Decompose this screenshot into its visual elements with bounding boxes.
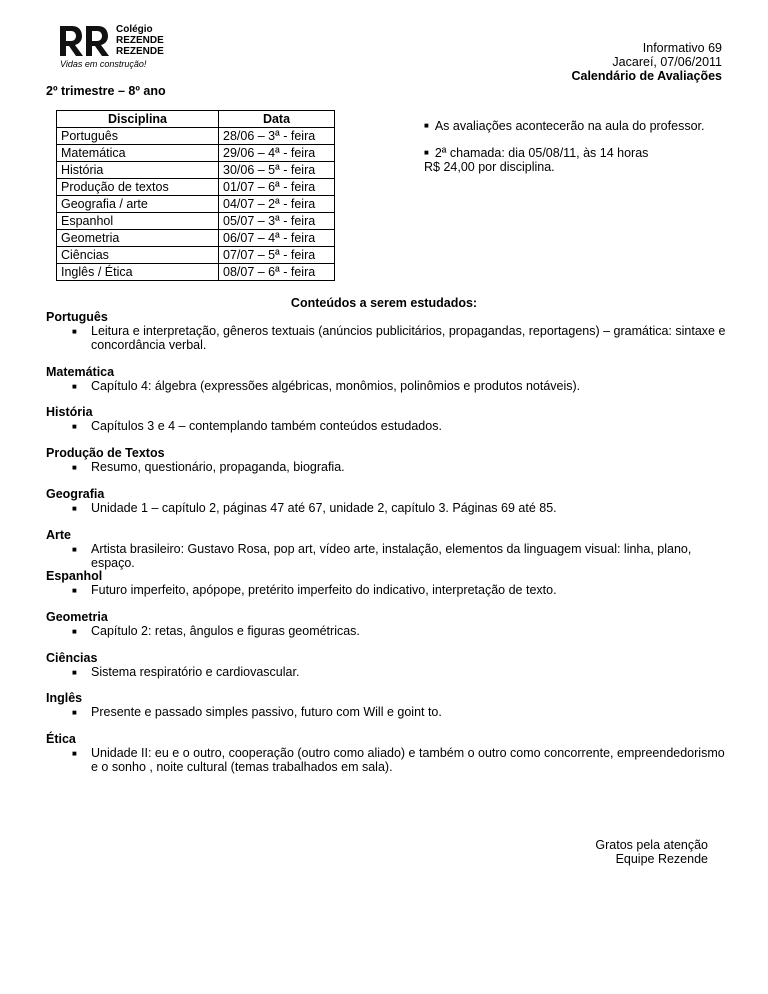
notes-block [424, 119, 724, 187]
square-bullet-icon: ■ [72, 463, 77, 472]
school-name [116, 24, 164, 57]
closing-team: Equipe Rezende [615, 852, 708, 866]
table-row [57, 162, 335, 179]
subject-content: Sistema respiratório e cardiovascular. [91, 665, 300, 679]
subject-content: Presente e passado simples passivo, futuro com Will e goint to. [91, 705, 442, 719]
subject-matematica [46, 365, 726, 393]
subject-name: Produção de Textos [46, 446, 165, 460]
subject-name: Ética [46, 732, 76, 746]
date-cell: 07/07 – 5ª - feira [219, 247, 335, 264]
table-row [57, 128, 335, 145]
subject-historia [46, 405, 726, 433]
date-cell: 04/07 – 2ª - feira [219, 196, 335, 213]
list-item [46, 665, 726, 679]
square-bullet-icon: ■ [72, 422, 77, 431]
header-disciplina: Disciplina [57, 111, 219, 128]
square-bullet-icon: ■ [424, 148, 429, 157]
contents-heading: Conteúdos a serem estudados: [290, 296, 478, 310]
table-row [57, 145, 335, 162]
school-name-line1: Colégio [116, 24, 153, 35]
school-tagline: Vidas em construção! [60, 59, 147, 69]
table-row [57, 247, 335, 264]
discipline-cell: Geometria [57, 230, 219, 247]
list-item [46, 419, 726, 433]
subject-arte [46, 528, 726, 570]
note-price: R$ 24,00 por disciplina. [424, 160, 555, 174]
subject-content: Capítulos 3 e 4 – contemplando também conteúdos estudados. [91, 419, 442, 433]
square-bullet-icon: ■ [72, 668, 77, 677]
header-data: Data [219, 111, 335, 128]
discipline-cell: Português [57, 128, 219, 145]
square-bullet-icon: ■ [72, 382, 77, 391]
subject-etica [46, 732, 726, 774]
subject-name: História [46, 405, 93, 419]
subject-name: Ciências [46, 651, 98, 665]
subject-ciencias [46, 651, 726, 679]
note-text: As avaliações acontecerão na aula do professor. [434, 119, 705, 133]
discipline-cell: Geografia / arte [57, 196, 219, 213]
table-row [57, 213, 335, 230]
subject-content: Unidade II: eu e o outro, cooperação (outro como aliado) e também o outro como concorrente, empreendedorismo e o sonho , noite cultural (temas trabalhados em sala). [91, 746, 725, 774]
subject-content: Resumo, questionário, propaganda, biografia. [91, 460, 345, 474]
closing-signature [595, 838, 708, 866]
date-cell: 06/07 – 4ª - feira [219, 230, 335, 247]
date-cell: 05/07 – 3ª - feira [219, 213, 335, 230]
discipline-cell: Matemática [57, 145, 219, 162]
place-date: Jacareí, 07/06/2011 [612, 55, 722, 69]
subject-espanhol [46, 569, 726, 597]
subject-content: Capítulo 4: álgebra (expressões algébricas, monômios, polinômios e produtos notáveis). [91, 379, 581, 393]
subject-name: Matemática [46, 365, 115, 379]
closing-thanks: Gratos pela atenção [595, 838, 708, 852]
discipline-cell: Ciências [57, 247, 219, 264]
subject-geografia [46, 487, 726, 515]
subject-content: Unidade 1 – capítulo 2, páginas 47 até 67, unidade 2, capítulo 3. Páginas 69 até 85. [91, 501, 557, 515]
document-header [571, 41, 722, 83]
list-item [46, 324, 726, 352]
table-header-row [57, 111, 335, 128]
discipline-cell: Inglês / Ética [57, 264, 219, 281]
table-row [57, 196, 335, 213]
subject-ingles [46, 691, 726, 719]
exam-schedule-table [56, 110, 335, 281]
date-cell: 30/06 – 5ª - feira [219, 162, 335, 179]
school-name-line3: REZENDE [116, 46, 164, 57]
list-item [46, 542, 726, 570]
school-name-line2: REZENDE [116, 35, 164, 46]
list-item [46, 705, 726, 719]
informativo-number: Informativo 69 [642, 41, 722, 55]
subject-name: Espanhol [46, 569, 103, 583]
discipline-cell: Produção de textos [57, 179, 219, 196]
subject-name: Geometria [46, 610, 108, 624]
subject-name: Geografia [46, 487, 105, 501]
list-item [46, 746, 726, 774]
trimester-heading: 2º trimestre – 8º ano [46, 84, 166, 98]
table-row [57, 230, 335, 247]
school-logo [58, 20, 170, 70]
subject-content: Artista brasileiro: Gustavo Rosa, pop art, vídeo arte, instalação, elementos da linguagem visual: linha, plano, espaço. [91, 542, 692, 570]
subject-content: Capítulo 2: retas, ângulos e figuras geométricas. [91, 624, 360, 638]
date-cell: 29/06 – 4ª - feira [219, 145, 335, 162]
note-item [424, 146, 724, 174]
table-row [57, 264, 335, 281]
document-title: Calendário de Avaliações [571, 69, 722, 83]
date-cell: 08/07 – 6ª - feira [219, 264, 335, 281]
square-bullet-icon: ■ [72, 545, 77, 554]
subject-content: Leitura e interpretação, gêneros textuais (anúncios publicitários, propagandas, reportagens) – gramática: sintaxe e concordância verbal. [91, 324, 726, 352]
date-cell: 28/06 – 3ª - feira [219, 128, 335, 145]
date-cell: 01/07 – 6ª - feira [219, 179, 335, 196]
subject-geometria [46, 610, 726, 638]
note-item [424, 119, 724, 133]
subject-name: Arte [46, 528, 72, 542]
discipline-cell: História [57, 162, 219, 179]
subject-name: Inglês [46, 691, 83, 705]
list-item [46, 379, 726, 393]
list-item [46, 460, 726, 474]
list-item [46, 501, 726, 515]
table-row [57, 179, 335, 196]
square-bullet-icon: ■ [424, 121, 429, 130]
list-item [46, 583, 726, 597]
subject-producao-textos [46, 446, 726, 474]
subject-portugues [46, 310, 726, 352]
square-bullet-icon: ■ [72, 327, 77, 336]
list-item [46, 624, 726, 638]
square-bullet-icon: ■ [72, 504, 77, 513]
rr-logo-icon [58, 24, 114, 58]
note-text: 2ª chamada: dia 05/08/11, às 14 horas [434, 146, 649, 160]
square-bullet-icon: ■ [72, 708, 77, 717]
subject-name: Português [46, 310, 108, 324]
square-bullet-icon: ■ [72, 749, 77, 758]
subject-content: Futuro imperfeito, apópope, pretérito imperfeito do indicativo, interpretação de texto. [91, 583, 557, 597]
square-bullet-icon: ■ [72, 627, 77, 636]
square-bullet-icon: ■ [72, 586, 77, 595]
discipline-cell: Espanhol [57, 213, 219, 230]
